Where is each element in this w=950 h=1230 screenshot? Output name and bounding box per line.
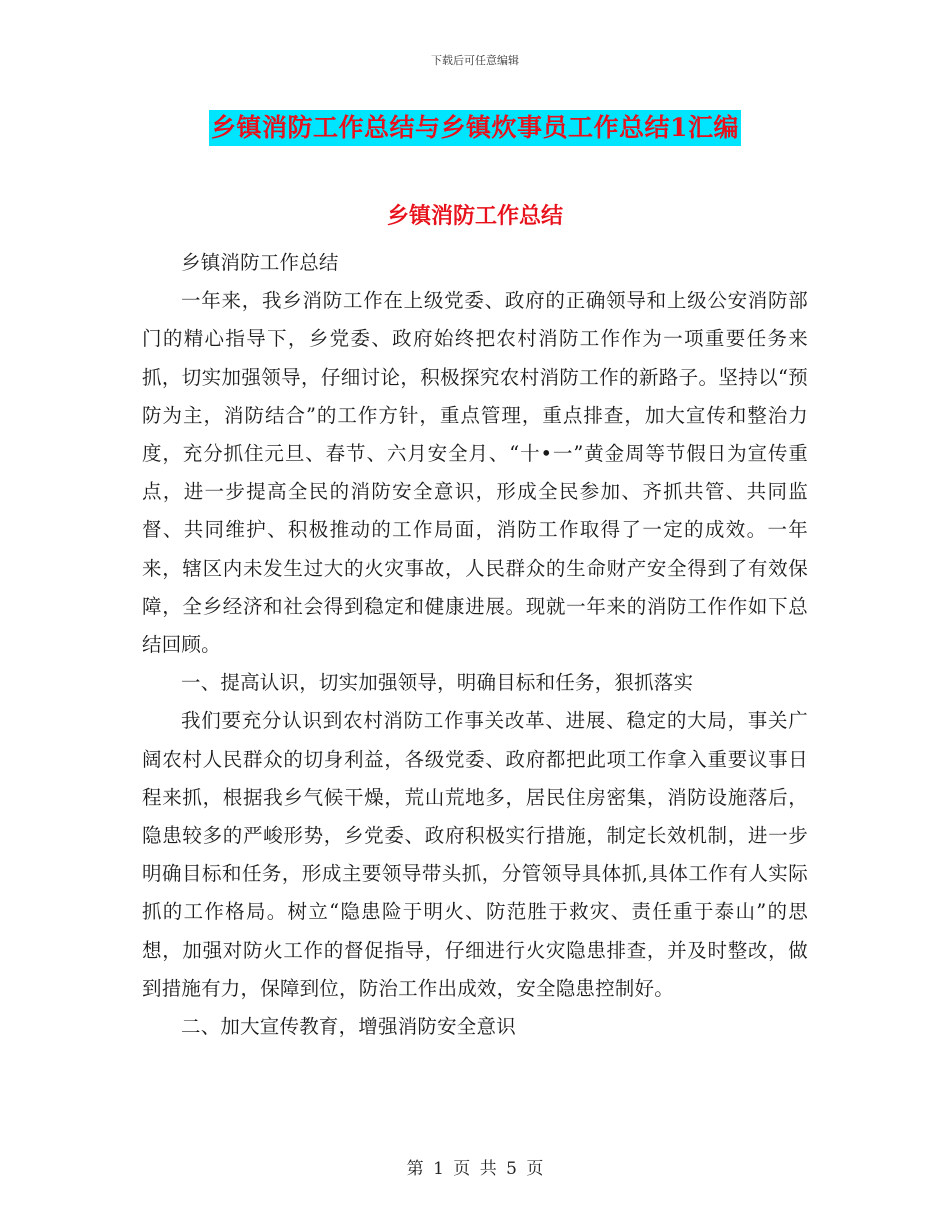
paragraph-heading-1: 一、提高认识，切实加强领导，明确目标和任务，狠抓落实 [181, 671, 694, 695]
section-title: 乡镇消防工作总结 [386, 203, 563, 229]
document-title-container [0, 110, 950, 146]
paragraph-section-1: 我们要充分认识到农村消防工作事关改革、进展、稳定的大局，事关广阔农村人民群众的切身利益，各级党委、政府都把此项工作拿入重要议事日程来抓，根据我乡气候干燥，荒山荒地多，居民住房密集，消防设施落后，隐患较多的严峻形势，乡党委、政府积极实行措施，制定长效机制，进一步明确目标和任务，形成主要领导带头抓，分管领导具体抓,具体工作有人实际抓的工作格局。树立“隐患险于明火、防范胜于救灾、责任重于泰山”的思想，加强对防火工作的督促指导，仔细进行火灾隐患排查，并及时整改，做到措施有力，保障到位，防治工作出成效，安全隐患控制好。 [142, 709, 808, 1000]
document-body [142, 244, 808, 1046]
page-header-note: 下载后可任意编辑 [431, 54, 519, 67]
paragraph-subtitle: 乡镇消防工作总结 [181, 251, 339, 274]
paragraph-intro: 一年来，我乡消防工作在上级党委、政府的正确领导和上级公安消防部门的精心指导下，乡党委、政府始终把农村消防工作作为一项重要任务来抓，切实加强领导，仔细讨论，积极探究农村消防工作的新路子。坚持以“预防为主，消防结合”的工作方针，重点管理，重点排查，加大宣传和整治力度，充分抓住元旦、春节、六月安全月、“十•一”黄金周等节假日为宣传重点，进一步提高全民的消防安全意识，形成全民参加、齐抓共管、共同监督、共同维护、积极推动的工作局面，消防工作取得了一定的成效。一年来，辖区内未发生过大的火灾事故，人民群众的生命财产安全得到了有效保障，全乡经济和社会得到稳定和健康进展。现就一年来的消防工作作如下总结回顾。 [142, 289, 808, 657]
document-title: 乡镇消防工作总结与乡镇炊事员工作总结1汇编 [209, 110, 741, 146]
paragraph-heading-2: 二、加大宣传教育，增强消防安全意识 [181, 1015, 516, 1039]
page-number-footer: 第 1 页 共 5 页 [406, 1159, 544, 1179]
